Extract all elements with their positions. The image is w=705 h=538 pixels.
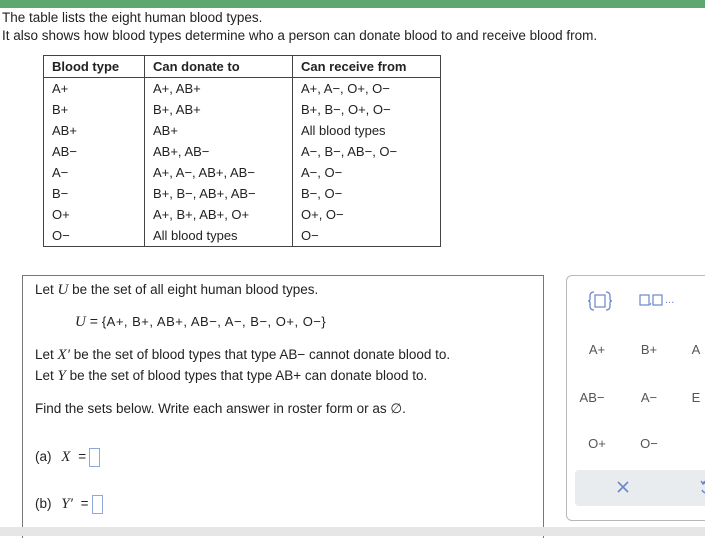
table-row xyxy=(44,183,441,204)
table-cell: B+, AB+ xyxy=(145,99,293,120)
answer-input-b[interactable] xyxy=(92,495,103,514)
instruction-text: Find the sets below. Write each answer in roster form or as ∅. xyxy=(35,401,406,416)
column-header: Blood type xyxy=(44,56,145,78)
clear-x-icon[interactable] xyxy=(616,480,630,499)
intro-line-1: The table lists the eight human blood types. xyxy=(2,10,263,25)
part-a xyxy=(35,448,100,467)
table-cell: O+, O− xyxy=(293,204,441,225)
keypad-action-bar xyxy=(575,470,705,506)
set-elements: {A+, B+, AB+, AB−, A−, B−, O+, O−} xyxy=(101,314,327,329)
key-partial[interactable]: E xyxy=(691,390,701,405)
table-row xyxy=(44,120,441,141)
equals-sign: = xyxy=(78,449,87,465)
math-keypad xyxy=(566,275,705,521)
table-cell: O− xyxy=(44,225,145,247)
table-cell: All blood types xyxy=(145,225,293,247)
math-var: Y′ xyxy=(61,496,73,513)
table-cell: A+, A−, AB+, AB− xyxy=(145,162,293,183)
list-boxes-icon[interactable] xyxy=(639,293,674,307)
text: Let xyxy=(35,368,58,383)
table-cell: A+ xyxy=(44,78,145,100)
part-label: (a) xyxy=(35,449,52,465)
equals-sign: = xyxy=(80,496,89,512)
table-cell: O− xyxy=(293,225,441,247)
question-panel xyxy=(22,275,544,538)
column-header: Can donate to xyxy=(145,56,293,78)
table-cell: A+, A−, O+, O− xyxy=(293,78,441,100)
text: be the set of blood types that type AB− cannot donate blood to. xyxy=(69,347,451,362)
text: Let xyxy=(35,282,58,297)
table-cell: A−, O− xyxy=(293,162,441,183)
undo-icon[interactable] xyxy=(699,479,705,500)
math-var: Y xyxy=(57,368,66,384)
blood-type-table xyxy=(43,55,441,247)
table-row xyxy=(44,162,441,183)
math-var: U xyxy=(57,282,69,298)
answer-input-a[interactable] xyxy=(89,448,100,467)
table-cell: A−, B−, AB−, O− xyxy=(293,141,441,162)
column-header: Can receive from xyxy=(293,56,441,78)
intro-text xyxy=(2,9,597,45)
u-definition xyxy=(35,282,318,299)
table-cell: A− xyxy=(44,162,145,183)
key-b-plus[interactable]: B+ xyxy=(640,342,658,357)
math-var: U xyxy=(75,314,86,330)
table-cell: A+, AB+ xyxy=(145,78,293,100)
y-definition xyxy=(35,368,427,385)
table-cell: All blood types xyxy=(293,120,441,141)
table-row xyxy=(44,78,441,100)
table-cell: B+, B−, O+, O− xyxy=(293,99,441,120)
key-partial[interactable]: A xyxy=(691,342,701,357)
text: be the set of blood types that type AB+ can donate blood to. xyxy=(65,368,428,383)
key-a-minus[interactable]: A− xyxy=(640,390,658,405)
table-cell: B−, O− xyxy=(293,183,441,204)
math-var: X xyxy=(61,449,71,466)
part-label: (b) xyxy=(35,496,52,512)
math-var: X′ xyxy=(57,347,70,363)
set-braces-icon[interactable] xyxy=(587,290,613,317)
table-cell: B− xyxy=(44,183,145,204)
text: be the set of all eight human blood types. xyxy=(68,282,319,297)
table-cell: O+ xyxy=(44,204,145,225)
table-cell: A+, B+, AB+, O+ xyxy=(145,204,293,225)
table-row xyxy=(44,204,441,225)
top-accent-bar xyxy=(0,0,705,8)
table-row xyxy=(44,225,441,247)
table-cell: AB+ xyxy=(145,120,293,141)
table-cell: B+, B−, AB+, AB− xyxy=(145,183,293,204)
table-cell: AB+ xyxy=(44,120,145,141)
key-o-minus[interactable]: O− xyxy=(640,436,658,451)
text: Let xyxy=(35,347,58,362)
key-o-plus[interactable]: O+ xyxy=(588,436,606,451)
table-cell: AB+, AB− xyxy=(145,141,293,162)
table-header-row xyxy=(44,56,441,78)
table-cell: B+ xyxy=(44,99,145,120)
table-row xyxy=(44,141,441,162)
part-b xyxy=(35,495,103,514)
intro-line-2: It also shows how blood types determine who a person can donate blood to and receive blood from. xyxy=(2,28,598,43)
x-definition xyxy=(35,347,450,364)
bottom-scroll-bar[interactable] xyxy=(0,527,705,536)
table-row xyxy=(44,99,441,120)
key-ab-minus[interactable]: AB− xyxy=(579,390,605,405)
table-cell: AB− xyxy=(44,141,145,162)
u-set-roster xyxy=(75,313,326,331)
equals-sign: = xyxy=(85,313,102,329)
ellipsis-text: ... xyxy=(665,293,675,306)
key-a-plus[interactable]: A+ xyxy=(588,342,606,357)
